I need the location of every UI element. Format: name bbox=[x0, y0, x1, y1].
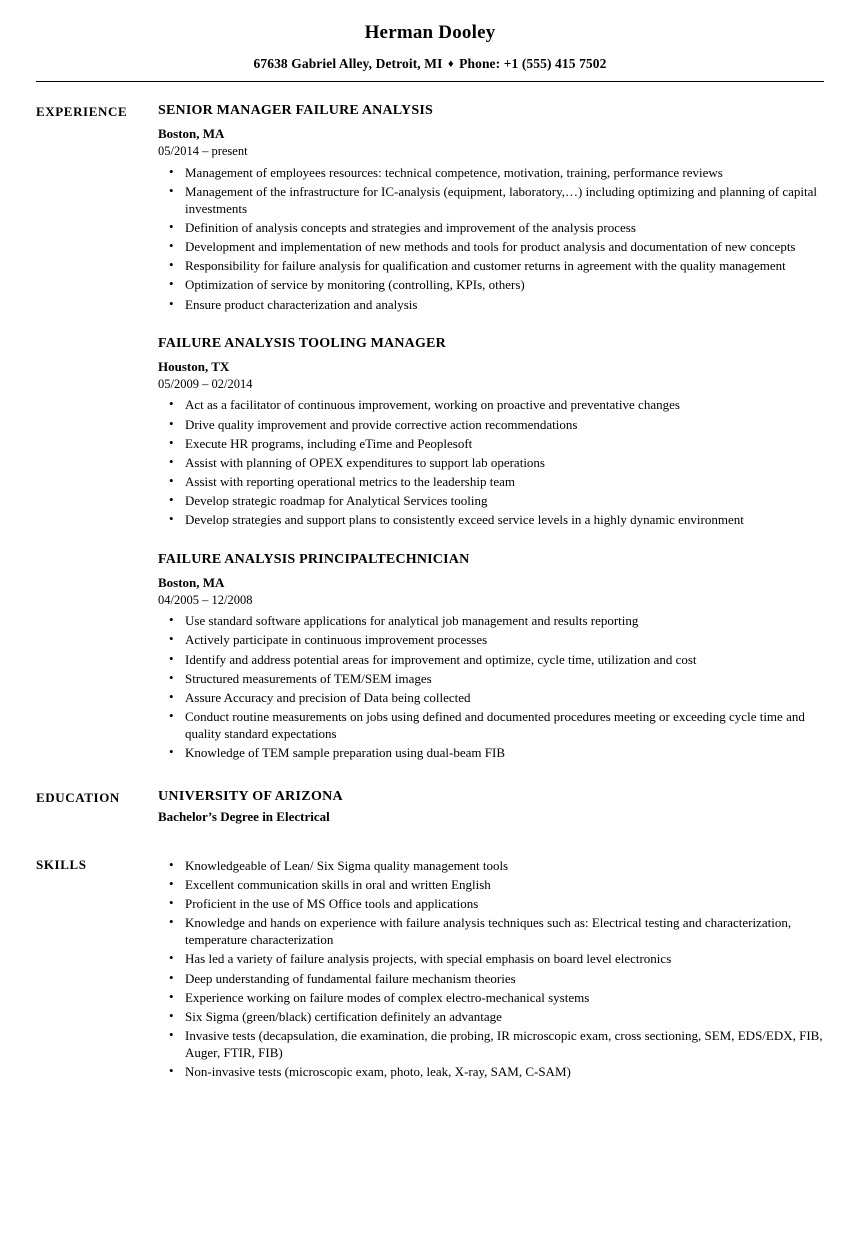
list-item: • Development and implementation of new methods and tools for product analysis and documentation of new concepts bbox=[158, 238, 824, 255]
education-degree: Bachelor’s Degree in Electrical bbox=[158, 809, 330, 825]
candidate-phone: Phone: +1 (555) 415 7502 bbox=[459, 55, 607, 71]
job-title: FAILURE ANALYSIS PRINCIPALTECHNICIAN bbox=[158, 551, 470, 567]
list-item: • Excellent communication skills in oral and written English bbox=[158, 876, 824, 893]
list-item: • Assure Accuracy and precision of Data being collected bbox=[158, 689, 824, 706]
education-section-label: EDUCATION bbox=[36, 789, 120, 805]
list-item: • Use standard software applications for analytical job management and results reporting bbox=[158, 612, 824, 629]
list-item: • Drive quality improvement and provide corrective action recommendations bbox=[158, 416, 824, 433]
list-item: • Definition of analysis concepts and strategies and improvement of the analysis process bbox=[158, 219, 824, 236]
list-item: • Management of the infrastructure for IC-analysis (equipment, laboratory,…) including optimizing and planning of capital investments bbox=[158, 183, 824, 217]
education-section bbox=[36, 788, 824, 825]
list-item: • Ensure product characterization and analysis bbox=[158, 296, 824, 313]
section-spacer bbox=[36, 762, 824, 788]
list-item: • Knowledgeable of Lean/ Six Sigma quality management tools bbox=[158, 857, 824, 874]
diamond-separator-icon: ♦ bbox=[447, 57, 454, 70]
job-title: SENIOR MANAGER FAILURE ANALYSIS bbox=[158, 102, 433, 118]
list-item: • Six Sigma (green/black) certification definitely an advantage bbox=[158, 1008, 824, 1025]
candidate-name: Herman Dooley bbox=[364, 22, 496, 43]
list-item: • Responsibility for failure analysis for qualification and customer returns in agreement with the quality management bbox=[158, 257, 824, 274]
list-item: • Assist with reporting operational metrics to the leadership team bbox=[158, 473, 824, 490]
header-divider bbox=[36, 81, 824, 82]
resume-body bbox=[0, 102, 860, 1081]
experience-entry bbox=[158, 335, 824, 529]
job-bullet-list bbox=[158, 164, 824, 313]
list-item: • Non-invasive tests (microscopic exam, photo, leak, X-ray, SAM, C-SAM) bbox=[158, 1063, 824, 1080]
list-item: • Invasive tests (decapsulation, die examination, die probing, IR microscopic exam, cross sectioning, SEM, EDS/EDX, FIB, Auger, FTIR, FIB) bbox=[158, 1027, 824, 1061]
skills-entries bbox=[154, 855, 824, 1081]
list-item: • Develop strategies and support plans to consistently exceed service levels in a highly dynamic environment bbox=[158, 511, 824, 528]
skills-bullet-list bbox=[158, 857, 824, 1081]
list-item: • Proficient in the use of MS Office tools and applications bbox=[158, 895, 824, 912]
list-item: • Experience working on failure modes of complex electro-mechanical systems bbox=[158, 989, 824, 1006]
skills-section-label: SKILLS bbox=[36, 856, 87, 872]
job-location: Boston, MA bbox=[158, 575, 225, 591]
job-location: Boston, MA bbox=[158, 126, 225, 142]
experience-entry bbox=[158, 551, 824, 762]
experience-entry bbox=[158, 102, 824, 313]
list-item: • Management of employees resources: technical competence, motivation, training, performance reviews bbox=[158, 164, 824, 181]
list-item: • Develop strategic roadmap for Analytical Services tooling bbox=[158, 492, 824, 509]
experience-entries bbox=[154, 102, 824, 762]
list-item: • Conduct routine measurements on jobs using defined and documented procedures meeting or exceeding cycle time and quality standard expectations bbox=[158, 708, 824, 742]
resume-header bbox=[0, 0, 860, 82]
experience-section bbox=[36, 102, 824, 762]
list-item: • Execute HR programs, including eTime and Peoplesoft bbox=[158, 435, 824, 452]
list-item: • Structured measurements of TEM/SEM images bbox=[158, 670, 824, 687]
candidate-contact-line bbox=[0, 56, 860, 72]
job-title: FAILURE ANALYSIS TOOLING MANAGER bbox=[158, 335, 446, 351]
job-dates: 05/2014 – present bbox=[158, 143, 248, 158]
list-item: • Assist with planning of OPEX expenditures to support lab operations bbox=[158, 454, 824, 471]
job-location: Houston, TX bbox=[158, 359, 230, 375]
list-item: • Has led a variety of failure analysis projects, with special emphasis on board level electronics bbox=[158, 950, 824, 967]
job-bullet-list bbox=[158, 396, 824, 528]
list-item: • Actively participate in continuous improvement processes bbox=[158, 631, 824, 648]
list-item: • Optimization of service by monitoring (controlling, KPIs, others) bbox=[158, 276, 824, 293]
list-item: • Act as a facilitator of continuous improvement, working on proactive and preventative changes bbox=[158, 396, 824, 413]
list-item: • Knowledge of TEM sample preparation using dual-beam FIB bbox=[158, 744, 824, 761]
job-bullet-list bbox=[158, 612, 824, 761]
education-entries bbox=[154, 788, 824, 825]
experience-section-label: EXPERIENCE bbox=[36, 103, 128, 119]
candidate-address: 67638 Gabriel Alley, Detroit, MI bbox=[253, 55, 443, 71]
job-dates: 05/2009 – 02/2014 bbox=[158, 376, 253, 391]
list-item: • Deep understanding of fundamental failure mechanism theories bbox=[158, 970, 824, 987]
job-dates: 04/2005 – 12/2008 bbox=[158, 592, 253, 607]
list-item: • Identify and address potential areas for improvement and optimize, cycle time, utilization and cost bbox=[158, 651, 824, 668]
list-item: • Knowledge and hands on experience with failure analysis techniques such as: Electrical testing and characterization, temperature characterization bbox=[158, 914, 824, 948]
education-school: UNIVERSITY OF ARIZONA bbox=[158, 788, 343, 804]
skills-section bbox=[36, 855, 824, 1081]
